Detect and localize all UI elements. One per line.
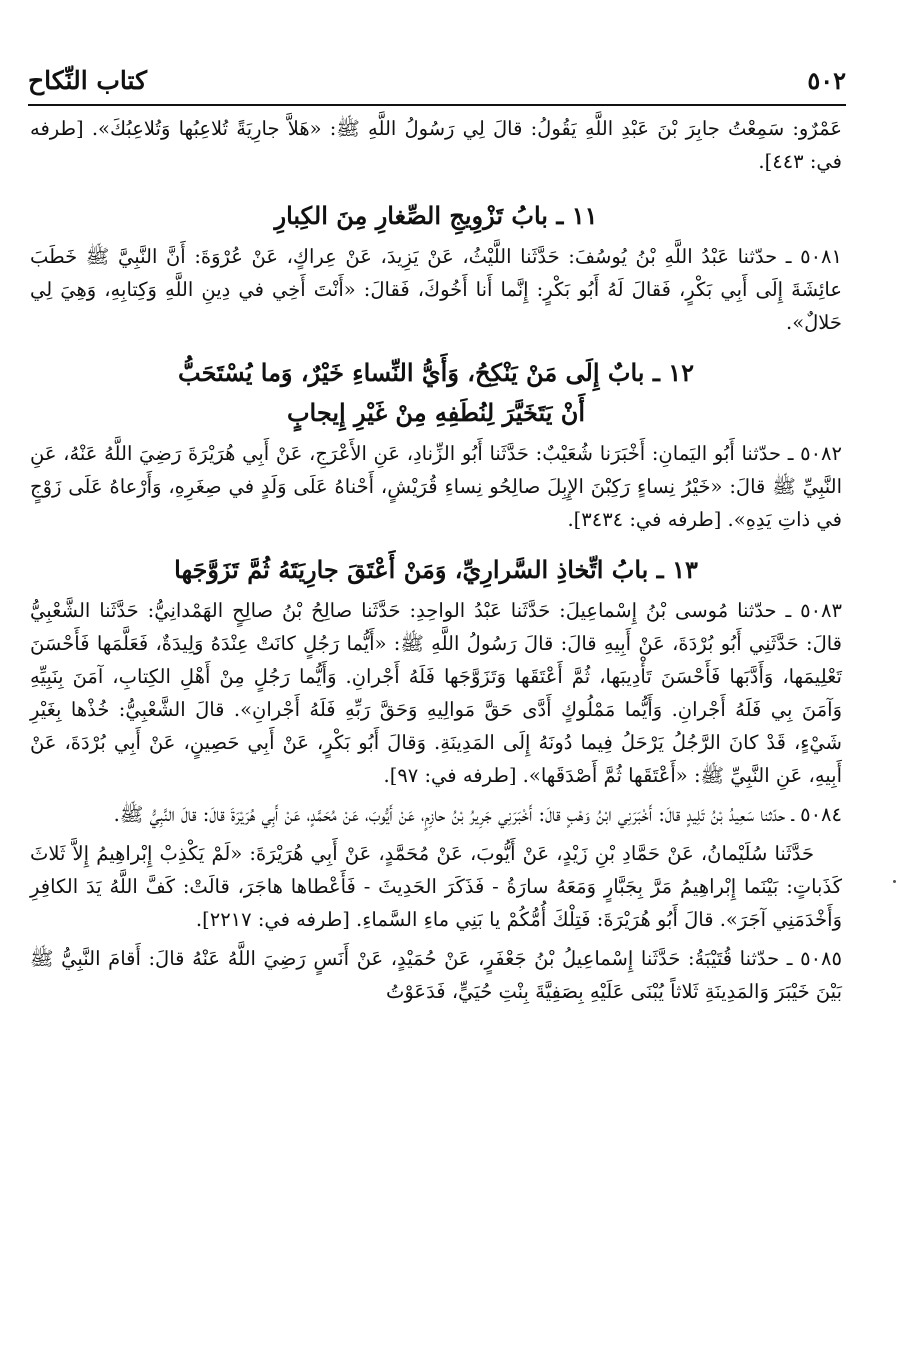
hadith-5083 [30,594,842,792]
text-line: «أَنْتَ أَخِي في دِينِ اللَّهِ وَكِتابِهِ، وَهِيَ لِي حَلالٌ». [30,278,842,334]
chapter-heading-12 [30,353,842,433]
text-line: أَبِيهِ، عَنِ النَّبِيِّ ﷺ: «أَعْتَقَها ثُمَّ أَصْدَقَها». [طرفه في: ٩٧]. [383,764,842,787]
text-line: مَمْلُوكٍ أَدَّى حَقَّ مَوالِيهِ وَحَقَّ رَبِّهِ فَلَهُ أَجْرانِ». قالَ الشَّعْبِيُّ: خُذْها بِغَيْرِ شَيْءٍ، قَدْ كانَ [30,698,843,754]
text-line: حَدَّثَنا سُلَيْمانُ، عَنْ حَمَّادِ بْنِ زَيْدٍ، عَنْ أَيُّوبَ، عَنْ مُحَمَّدٍ، عَنْ أَبِي هُرَيْرَةَ: «لَمْ [211,842,815,865]
hadith-5081 [30,240,842,339]
text-line: ٥٠٨٢ ـ حدّثنا أَبُو اليَمانِ: أَخْبَرَنا شُعَيْبٌ: حَدَّثَنا أَبُو الزِّنادِ، عَنِ الأَعْرَجِ، عَنْ أَبِي [242,442,843,465]
chapter-heading-13 [30,550,842,590]
text-line: ٥٠٨٤ ـ حدّثنا سَعِيدُ بْنُ تَلِيدٍ قالَ: أَخْبَرَنِي ابْنُ وَهْبٍ قالَ: أَخْبَرَنِي جَرِيرُ بْنُ حازِمٍ، [420,803,842,826]
text-line: أَحْناهُ عَلَى وَلَدٍ في صِغَرِهِ، وَأَرْعاهُ عَلَى زَوْجٍ في ذاتِ يَدِهِ». [طرفه في: ٣٤٣٤]. [30,475,842,531]
heading-line: أَنْ يَتَخَيَّرَ لِنُطَفِهِ مِنْ غَيْرِ إِيجابٍ [286,398,586,427]
text-line: ٥٠٨٥ ـ حدّثنا قُتَيْبَةُ: حَدَّثَنا إِسْماعِيلُ بْنُ جَعْفَرٍ، عَنْ حُمَيْدٍ، عَنْ أَنَسٍ رَضِيَ اللَّهُ [227,947,842,970]
text-line: وَتُلاعِبُكَ». [طرفه في: ٤٤٣]. [30,117,842,173]
text-line: عَمْرٌو: سَمِعْتُ جابِرَ بْنَ عَبْدِ اللَّهِ يَقُولُ: قالَ لِي رَسُولُ اللَّهِ ﷺ: «هَلاَّ جارِيَةً تُلاعِبُها [178,117,842,140]
text-line: ٥٠٨٣ ـ حدّثنا مُوسى بْنُ إِسْماعِيلَ: حَدَّثَنا عَبْدُ الواحِدِ: حَدَّثَنا صالِحُ بْنُ صالِحٍ [232,599,843,622]
text-line: الرَّجُلُ يَرْحَلُ فِيما دُونَهُ إِلَى المَدِينَةِ. وَقالَ أَبُو بَكْرٍ، عَنْ أَبِي حَصِينٍ، عَنْ أَبِي بُرْدَةَ، عَنْ [30,731,721,754]
page-header [28,58,846,102]
chapter-heading-11 [30,196,842,236]
text-line: هُرَيْرَةَ رَضِيَ اللَّهُ عَنْهُ، عَنِ النَّبِيِّ ﷺ قالَ: «خَيْرُ نِساءٍ رَكِبْنَ الإِبِلَ صالِحُو نِساءِ قُرَيْشٍ، [30,442,842,498]
text-line: وَتَزَوَّجَها فَلَهُ أَجْرانِ. وَأَيُّما رَجُلٍ مِنْ أَهْلِ الكِتابِ، آمَنَ بِنَبِيِّهِ وَآمَنَ بِي فَلَهُ أَجْرانِ. وَأَيُّما [30,665,842,721]
text-line: فَأَعْطاها هاجَرَ، قالَتْ: كَفَّ اللَّهُ يَدَ الكافِرِ وَأَخْدَمَنِي آجَرَ». قالَ أَبُو هُرَيْرَةَ: فَتِلْكَ أُمُّكُمْ يا [30,875,842,931]
page-body [30,112,842,1008]
hadith-5084-chain [30,837,842,936]
text-line: ٥٠٨١ ـ حدّثنا عَبْدُ اللَّهِ بْنُ يُوسُفَ: حَدَّثَنا اللَّيْثُ، عَنْ يَزِيدَ، عَنْ عِراكٍ، عَنْ [251,245,843,268]
text-line: عُرْوَةَ: أَنَّ النَّبِيَّ ﷺ خَطَبَ عائِشَةَ إِلَى أَبِي بَكْرٍ، فَقالَ لَهُ أَبُو بَكْرٍ: إِنَّما أَنا أَخُوكَ، فَقالَ: [30,245,842,301]
book-title: كتاب النِّكاح [28,66,147,95]
header-rule [28,104,846,106]
text-line: رَجُلٍ كانَتْ عِنْدَهُ وَلِيدَةٌ، فَعَلَّمَها فَأَحْسَنَ تَعْلِيمَها، وَأَدَّبَها فَأَحْسَنَ تَأْدِيبَها، ثُمَّ أَعْتَقَها [30,632,842,688]
text-line: عَنْهُ قالَ: أَقامَ النَّبِيُّ ﷺ بَيْنَ خَيْبَرَ وَالمَدِينَةِ ثَلاثاً يُبْنَى عَلَيْهِ بِصَفِيَّةَ بِنْتِ حُيَيٍّ، فَدَعَوْتُ [30,947,842,1003]
text-line: يَكْذِبْ إِبْراهِيمُ إِلاَّ ثَلاثَ كَذَباتٍ: بَيْنَما إِبْراهِيمُ مَرَّ بِجَبَّارٍ وَمَعَهُ سارَةُ - فَذَكَرَ الحَدِيثَ - [30,842,843,898]
hadith-continuation [30,112,842,178]
hadith-5085 [30,942,842,1008]
heading-line: ١١ ـ بابُ تَزْوِيجِ الصِّغارِ مِنَ الكِبارِ [274,201,598,230]
text-line: بَنِي ماءِ السَّماءِ. [طرفه في: ٢٢١٧]. [195,908,483,931]
text-line: عَنْ أَيُّوبَ، عَنْ مُحَمَّدٍ، عَنْ أَبِي هُرَيْرَةَ قالَ: قالَ النَّبِيُّ ﷺ. [113,803,415,826]
page-number: ٥٠٢ [807,66,846,95]
scan-speck [893,880,896,883]
text-line: الهَمْدانِيُّ: حَدَّثَنا الشَّعْبِيُّ قالَ: حَدَّثَنِي أَبُو بُرْدَةَ، عَنْ أَبِيهِ قالَ: قالَ رَسُولُ اللَّهِ ﷺ: «أَيُّما [30,599,842,655]
heading-line: ١٢ ـ بابٌ إِلَى مَنْ يَنْكِحُ، وَأَيُّ النِّساءِ خَيْرٌ، وَما يُسْتَحَبُّ [178,358,694,387]
hadith-5082 [30,437,842,536]
hadith-5084 [30,798,842,831]
heading-line: ١٣ ـ بابُ اتِّخاذِ السَّرارِيِّ، وَمَنْ أَعْتَقَ جارِيَتَهُ ثُمَّ تَزَوَّجَها [174,555,698,584]
